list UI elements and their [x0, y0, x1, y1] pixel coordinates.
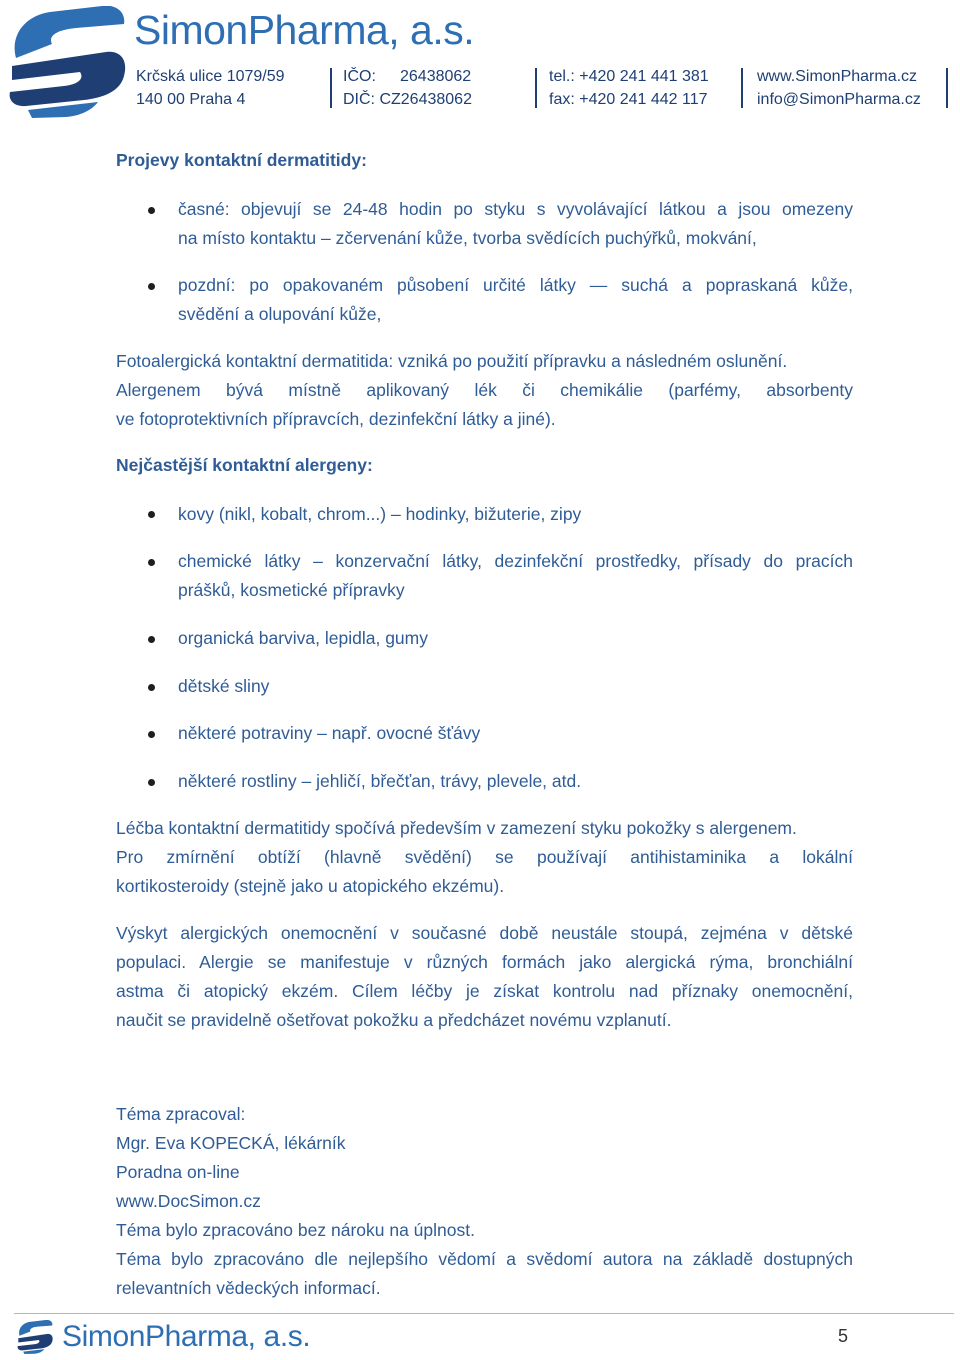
paragraph-treatment-line: Pro zmírnění obtíží (hlavně svědění) se používají antihistaminika a lokální [116, 847, 853, 867]
bullet-icon [148, 684, 155, 691]
simonpharma-logo-icon [6, 6, 128, 118]
section-heading-allergens: Nejčastější kontaktní alergeny: [116, 455, 373, 475]
bullet-icon [148, 779, 155, 786]
dic-number: DIČ: CZ26438062 [343, 91, 472, 108]
docsimon-link[interactable]: www.DocSimon.cz [116, 1191, 261, 1211]
list-item-line: chemické látky – konzervační látky, dezinfekční prostředky, přísady do pracích [178, 551, 853, 571]
paragraph-allergen-line: Alergenem bývá místně aplikovaný lék či chemikálie (parfémy, absorbenty [116, 380, 853, 400]
fax-number: fax: +420 241 442 117 [549, 91, 708, 108]
list-item-line: dětské sliny [178, 676, 270, 696]
list-item-line: prášků, kosmetické přípravky [178, 580, 405, 600]
list-item-line: některé rostliny – jehličí, břečťan, trávy, plevele, atd. [178, 771, 582, 791]
footer-divider [14, 1313, 954, 1314]
list-item-line: pozdní: po opakovaném působení určité látky — suchá a popraskaná kůže, [178, 275, 853, 295]
list-item-line: svědění a olupování kůže, [178, 304, 382, 324]
list-item-line: na místo kontaktu – zčervenání kůže, tvorba svědících puchýřků, mokvání, [178, 228, 757, 248]
disclaimer-note: Téma bylo zpracováno bez nároku na úplnost. [116, 1220, 475, 1240]
list-item-line: organická barviva, lepidla, gumy [178, 628, 428, 648]
header-divider [946, 68, 948, 108]
page-number: 5 [838, 1326, 849, 1346]
paragraph-photoallergic: Fotoalergická kontaktní dermatitida: vzniká po použití přípravku a následném oslunění. [116, 351, 788, 371]
paragraph-allergen-line: ve fotoprotektivních přípravcích, dezinfekční látky a jiné). [116, 409, 556, 429]
paragraph-occurrence-line: Výskyt alergických onemocnění v současné době neustále stoupá, zejména v dětské [116, 923, 853, 943]
header-divider [535, 68, 537, 108]
bullet-icon [148, 731, 155, 738]
author-service: Poradna on-line [116, 1162, 240, 1182]
ico-label: IČO: [343, 68, 376, 85]
ico-value: 26438062 [400, 68, 472, 85]
list-item-line: kovy (nikl, kobalt, chrom...) – hodinky, bižuterie, zipy [178, 504, 582, 524]
paragraph-occurrence-line: naučit se pravidelně ošetřovat pokožku a předcházet novému vzplanutí. [116, 1010, 672, 1030]
bullet-icon [148, 207, 155, 214]
bullet-icon [148, 636, 155, 643]
paragraph-treatment-line: kortikosteroidy (stejně jako u atopického ekzému). [116, 876, 505, 896]
address-city: 140 00 Praha 4 [136, 91, 246, 108]
brand-name: SimonPharma, a.s. [134, 7, 475, 53]
paragraph-treatment-line: Léčba kontaktní dermatitidy spočívá především v zamezení styku pokožky s alergenem. [116, 818, 797, 838]
phone-number: tel.: +420 241 441 381 [549, 68, 709, 85]
header-divider [741, 68, 743, 108]
paragraph-occurrence-line: astma či atopický ekzém. Cílem léčby je získat kontrolu nad příznaky onemocnění, [116, 981, 853, 1001]
website-link[interactable]: www.SimonPharma.cz [757, 68, 918, 85]
list-item-line: některé potraviny – např. ovocné šťávy [178, 723, 481, 743]
address-street: Krčská ulice 1079/59 [136, 68, 285, 85]
email-link[interactable]: info@SimonPharma.cz [757, 91, 921, 108]
author-label: Téma zpracoval: [116, 1104, 246, 1124]
list-item-line: časné: objevují se 24-48 hodin po styku s vyvolávající látkou a jsou omezeny [178, 199, 853, 219]
paragraph-occurrence-line: populaci. Alergie se manifestuje v různých formách jako alergická rýma, bronchiální [116, 952, 853, 972]
bullet-icon [148, 283, 155, 290]
disclaimer-note: Téma bylo zpracováno dle nejlepšího vědomí a svědomí autora na základě dostupných [116, 1249, 853, 1269]
author-name: Mgr. Eva KOPECKÁ, lékárník [116, 1133, 346, 1153]
simonpharma-logo-icon [16, 1320, 54, 1354]
disclaimer-note: relevantních vědeckých informací. [116, 1278, 381, 1298]
bullet-icon [148, 511, 155, 518]
section-heading-manifestations: Projevy kontaktní dermatitidy: [116, 150, 367, 170]
footer-brand-name: SimonPharma, a.s. [62, 1320, 311, 1353]
bullet-icon [148, 559, 155, 566]
header-divider [330, 68, 332, 108]
